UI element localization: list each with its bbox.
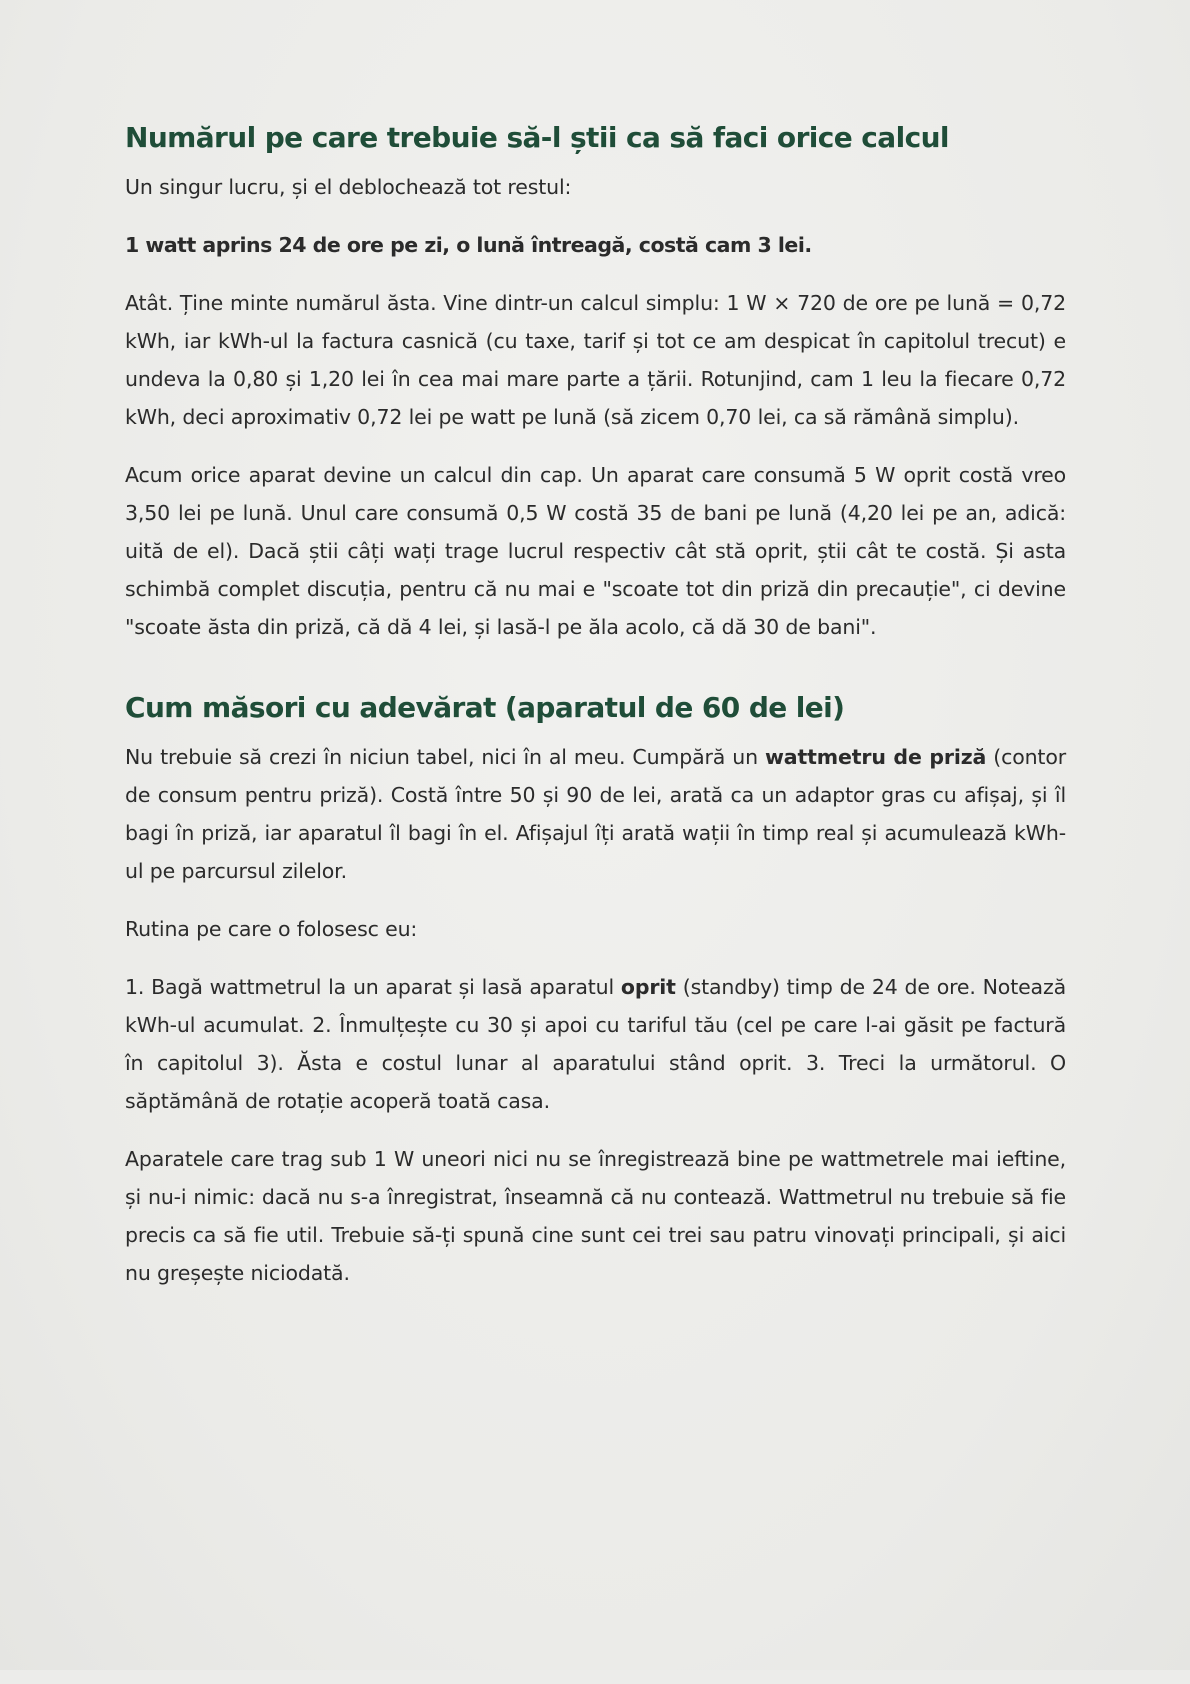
routine-text-end: (standby) timp de 24 de ore. Notează kWh-ul acumulat. 2. Înmulțește cu 30 și apoi cu tariful tău (cel pe care l-ai găsit pe factură în capitolul 3). Ăsta e costul lunar al aparatului stând oprit. 3. Treci la următorul. O săptămână de rotație acoperă toată casa. [125, 975, 1066, 1113]
document-content [125, 112, 1066, 1312]
routine-steps [125, 968, 1066, 1120]
wattmeter-paragraph [125, 738, 1066, 890]
section-heading-measure: Cum măsori cu adevărat (aparatul de 60 de lei) [125, 691, 845, 724]
routine-intro: Rutina pe care o folosesc eu: [125, 917, 418, 941]
wattmeter-text-end: (contor de consum pentru priză). Costă între 50 și 90 de lei, arată ca un adaptor gras cu afișaj, și îl bagi în priză, iar aparatul îl bagi în el. Afișajul îți arată wații în timp real și acumulează kWh-ul pe parcursul zilelor. [125, 745, 1066, 883]
intro-paragraph: Un singur lucru, și el deblochează tot restul: [125, 175, 572, 199]
wattmeter-text-start: Nu trebuie să crezi în niciun tabel, nici în al meu. Cumpără un [125, 745, 765, 769]
explanation-paragraph: Atât. Ține minte numărul ăsta. Vine dintr-un calcul simplu: 1 W × 720 de ore pe lună = 0,72 kWh, iar kWh-ul la factura casnică (cu taxe, tarif și tot ce am despicat în capitolul trecut) e undeva la 0,80 și 1,20 lei în cea mai mare parte a țării. Rotunjind, cam 1 leu la fiecare 0,72 kWh, deci aproximativ 0,72 lei pe watt pe lună (să zicem 0,70 lei, ca să rămână simplu). [125, 291, 1066, 429]
examples-paragraph: Acum orice aparat devine un calcul din cap. Un aparat care consumă 5 W oprit costă vreo 3,50 lei pe lună. Unul care consumă 0,5 W costă 35 de bani pe lună (4,20 lei pe an, adică: uită de el). Dacă știi câți wați trage lucrul respectiv cât stă oprit, știi cât te costă. Și asta schimbă complet discuția, pentru că nu mai e "scoate tot din priză din precauție", ci devine "scoate ăsta din priză, că dă 4 lei, și lasă-l pe ăla acolo, că dă 30 de bani". [125, 463, 1066, 639]
wattmeter-term: wattmetru de priză [764, 745, 987, 769]
closing-paragraph: Aparatele care trag sub 1 W uneori nici nu se înregistrează bine pe wattmetrele mai ieftine, și nu-i nimic: dacă nu s-a înregistrat, înseamnă că nu contează. Wattmetrul nu trebuie să fie precis ca să fie util. Trebuie să-ți spună cine sunt cei trei sau patru vinovați principali, și aici nu greșește niciodată. [125, 1147, 1066, 1285]
key-fact: 1 watt aprins 24 de ore pe zi, o lună întreagă, costă cam 3 lei. [125, 233, 812, 257]
routine-text-start: 1. Bagă wattmetrul la un aparat și lasă aparatul [125, 975, 621, 999]
section-heading-calculation: Numărul pe care trebuie să-l știi ca să faci orice calcul [125, 121, 949, 154]
routine-bold-off: oprit [620, 975, 676, 999]
